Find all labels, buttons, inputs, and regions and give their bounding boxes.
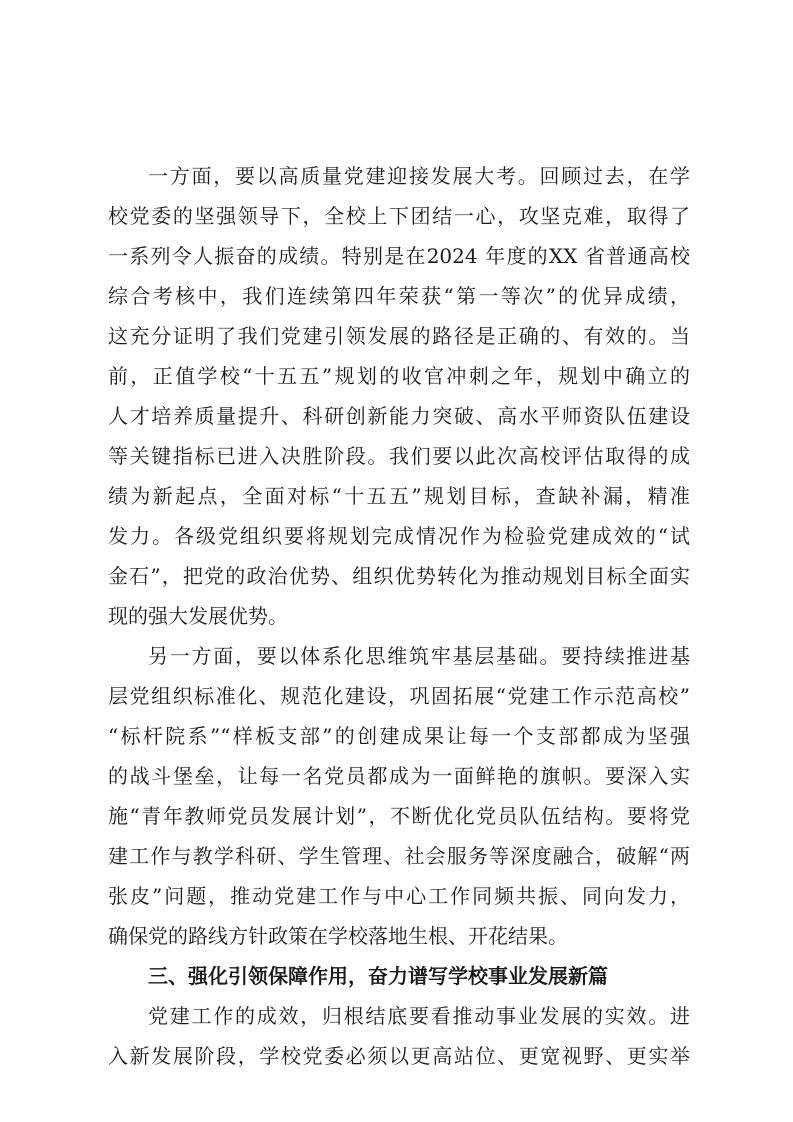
text-line: 现的强大发展优势。 — [108, 604, 288, 628]
text-line: 绩为新起点，全面对标“十五五”规划目标，查缺补漏，精准 — [108, 484, 690, 508]
text-line: “标杆院系”“样板支部”的创建成果让每一个支部都成为坚强 — [108, 724, 690, 748]
text-line: 层党组织标准化、规范化建设，巩固拓展“党建工作示范高校” — [108, 684, 690, 708]
text-line: 这充分证明了我们党建引领发展的路径是正确的、有效的。当 — [108, 324, 690, 348]
text-line: 发力。各级党组织要将规划完成情况作为检验党建成效的“试 — [108, 524, 690, 548]
text-line: 施“青年教师党员发展计划”，不断优化党员队伍结构。要将党 — [108, 804, 690, 828]
text-line: 综合考核中，我们连续第四年荣获“第一等次”的优异成绩， — [108, 284, 690, 308]
text-line: 一系列令人振奋的成绩。特别是在2024 年度的XX 省普通高校 — [108, 244, 690, 268]
text-line: 校党委的坚强领导下，全校上下团结一心，攻坚克难，取得了 — [108, 204, 690, 228]
text-line: 入新发展阶段，学校党委必须以更高站位、更宽视野、更实举 — [108, 1044, 690, 1068]
text-line: 的战斗堡垒，让每一名党员都成为一面鲜艳的旗帜。要深入实 — [108, 764, 690, 788]
text-line: 人才培养质量提升、科研创新能力突破、高水平师资队伍建设 — [108, 404, 690, 428]
text-line: 建工作与教学科研、学生管理、社会服务等深度融合，破解“两 — [108, 844, 690, 868]
text-line: 党建工作的成效，归根结底要看推动事业发展的实效。进 — [148, 1004, 690, 1028]
text-line: 张皮”问题，推动党建工作与中心工作同频共振、同向发力， — [108, 884, 690, 908]
text-line: 前，正值学校“十五五”规划的收官冲刺之年，规划中确立的 — [108, 364, 690, 388]
text-line: 另一方面，要以体系化思维筑牢基层基础。要持续推进基 — [148, 644, 690, 668]
text-line: 等关键指标已进入决胜阶段。我们要以此次高校评估取得的成 — [108, 444, 690, 468]
text-line: 金石”，把党的政治优势、组织优势转化为推动规划目标全面实 — [108, 564, 690, 588]
text-line: 一方面，要以高质量党建迎接发展大考。回顾过去，在学 — [148, 164, 690, 188]
section-heading: 三、强化引领保障作用，奋力谱写学校事业发展新篇 — [148, 964, 608, 988]
text-line: 确保党的路线方针政策在学校落地生根、开花结果。 — [108, 924, 568, 948]
